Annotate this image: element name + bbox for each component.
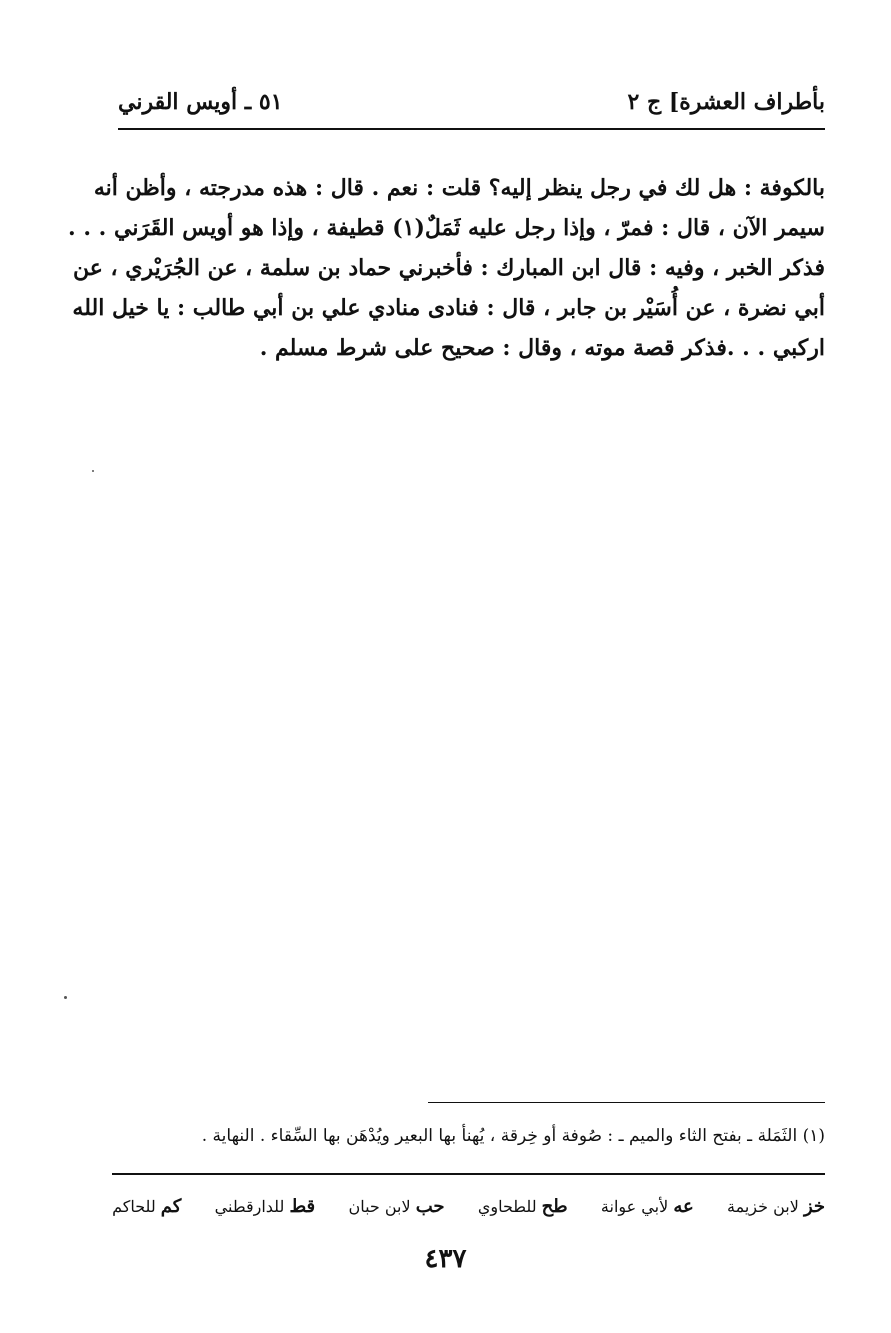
footnote: (١) الثَمَلة ـ بفتح الثاء والميم ـ : صُوفة أو خِرقة ، يُهنأ بها البعير ويُدْهَن بها السِّقاء . النهاية . (201, 1126, 825, 1146)
scan-speck (64, 996, 67, 999)
text-line: سيمر الآن ، قال : فمرّ ، وإذا رجل عليه ثَمَلٌ(١) قطيفة ، وإذا هو أويس القَرَني . . . (68, 215, 825, 241)
abbreviation-text: للطحاوي (477, 1196, 537, 1216)
scan-speck (92, 470, 94, 472)
abbreviation-code: طح (541, 1195, 568, 1217)
footnote-divider (428, 1102, 825, 1103)
abbreviation-text: لأبي عوانة (600, 1196, 669, 1216)
abbreviation-item (112, 1196, 181, 1217)
abbreviation-item (601, 1196, 694, 1217)
abbreviation-text: لابن حبان (348, 1196, 411, 1216)
text-line: بالكوفة : هل لك في رجل ينظر إليه؟ قلت : نعم . قال : هذه مدرجته ، وأظن أنه (93, 175, 825, 201)
abbreviation-item (215, 1196, 315, 1217)
abbreviation-code: كم (160, 1195, 182, 1217)
page-number: ٤٣٧ (424, 1244, 467, 1274)
text-line: اركبي . . .فذكر قصة موته ، وقال : صحيح على شرط مسلم . (259, 335, 825, 361)
abbreviation-code: قط (289, 1195, 316, 1217)
header-book-title: بأطراف العشرة] ج ٢ (627, 89, 825, 115)
main-text (68, 168, 825, 368)
abbreviation-code: عه (673, 1195, 694, 1217)
abbreviation-item (478, 1196, 568, 1217)
abbreviations-divider (112, 1173, 825, 1175)
abbreviation-code: حب (415, 1195, 445, 1217)
abbreviation-text: للدارقطني (214, 1196, 285, 1216)
abbreviation-item (348, 1196, 444, 1217)
abbreviation-item (727, 1196, 825, 1217)
header-divider (118, 128, 825, 130)
abbreviation-code: خز (803, 1195, 825, 1217)
text-line: أبي نضرة ، عن أُسَيْر بن جابر ، قال : فنادى منادي علي بن أبي طالب : يا خيل الله (72, 295, 825, 321)
abbreviation-text: لابن خزيمة (727, 1196, 799, 1216)
text-line: فذكر الخبر ، وفيه : قال ابن المبارك : فأخبرني حماد بن سلمة ، عن الجُرَيْري ، عن (73, 255, 825, 281)
abbreviation-text: للحاكم (112, 1196, 156, 1216)
abbreviations-key (112, 1188, 825, 1224)
running-header (118, 82, 825, 122)
header-section-title: ٥١ ـ أويس القرني (118, 89, 283, 115)
